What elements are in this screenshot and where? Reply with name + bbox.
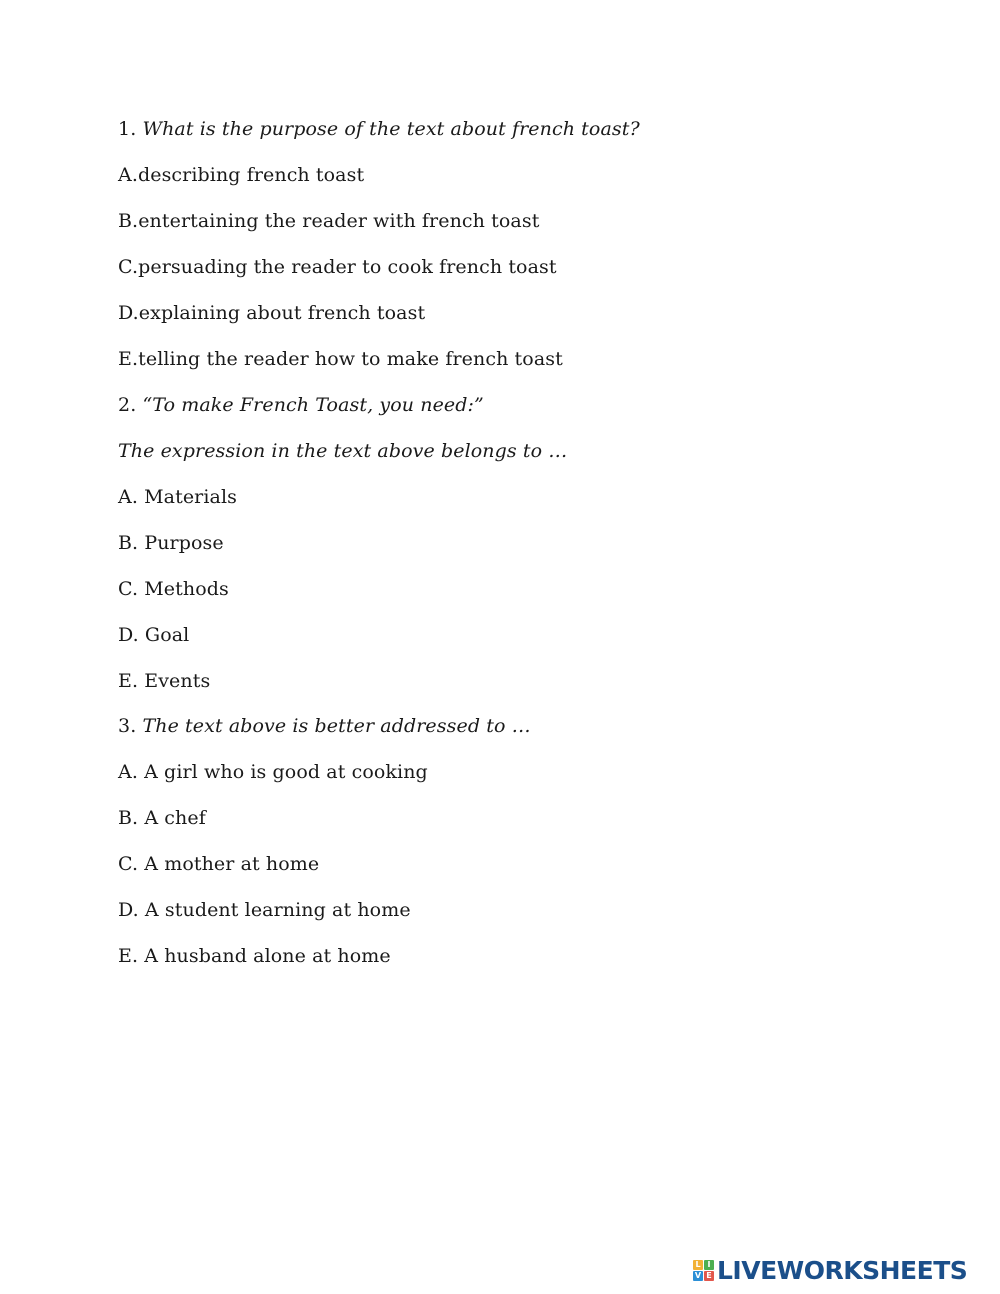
- question-1-option-d: D.explaining about french toast: [118, 302, 426, 324]
- question-3-number: 3.: [118, 715, 137, 737]
- question-2-option-d: D. Goal: [118, 624, 190, 646]
- logo-mark-letter-e: E: [704, 1271, 714, 1281]
- question-2-subprompt: [118, 436, 567, 466]
- question-3: [118, 711, 531, 741]
- question-1: [118, 114, 640, 144]
- question-1-option-a: A.describing french toast: [118, 164, 365, 186]
- question-1-option-c: C.persuading the reader to cook french toast: [118, 256, 557, 278]
- logo-mark-letter-v: V: [694, 1270, 702, 1280]
- question-1-option-b: B.entertaining the reader with french toast: [118, 210, 540, 232]
- logo-mark-letter-l: L: [693, 1260, 703, 1270]
- liveworksheets-logo: [693, 1255, 967, 1285]
- logo-mark-icon: [693, 1260, 714, 1281]
- question-1-number: 1.: [118, 118, 137, 140]
- question-2-prompt: “To make French Toast, you need:”: [142, 394, 484, 416]
- question-2-option-b: B. Purpose: [118, 532, 224, 554]
- question-3-option-c: C. A mother at home: [118, 853, 320, 875]
- logo-text: LIVEWORKSHEETS: [717, 1255, 968, 1285]
- question-2: [118, 390, 484, 420]
- question-3-option-b: B. A chef: [118, 807, 206, 829]
- question-2-option-a: A. Materials: [118, 486, 237, 508]
- question-1-prompt: What is the purpose of the text about french toast?: [142, 118, 640, 140]
- question-3-option-d: D. A student learning at home: [118, 899, 411, 921]
- question-3-option-e: E. A husband alone at home: [118, 945, 391, 967]
- question-2-option-e: E. Events: [118, 670, 211, 692]
- question-3-option-a: A. A girl who is good at cooking: [118, 761, 428, 783]
- question-3-prompt: The text above is better addressed to …: [142, 715, 531, 737]
- question-2-option-c: C. Methods: [118, 578, 229, 600]
- question-2-number: 2.: [118, 394, 137, 416]
- logo-mark-letter-i: I: [704, 1260, 714, 1270]
- question-2-subprompt-text: The expression in the text above belongs to …: [118, 440, 568, 462]
- question-1-option-e: E.telling the reader how to make french toast: [118, 348, 563, 370]
